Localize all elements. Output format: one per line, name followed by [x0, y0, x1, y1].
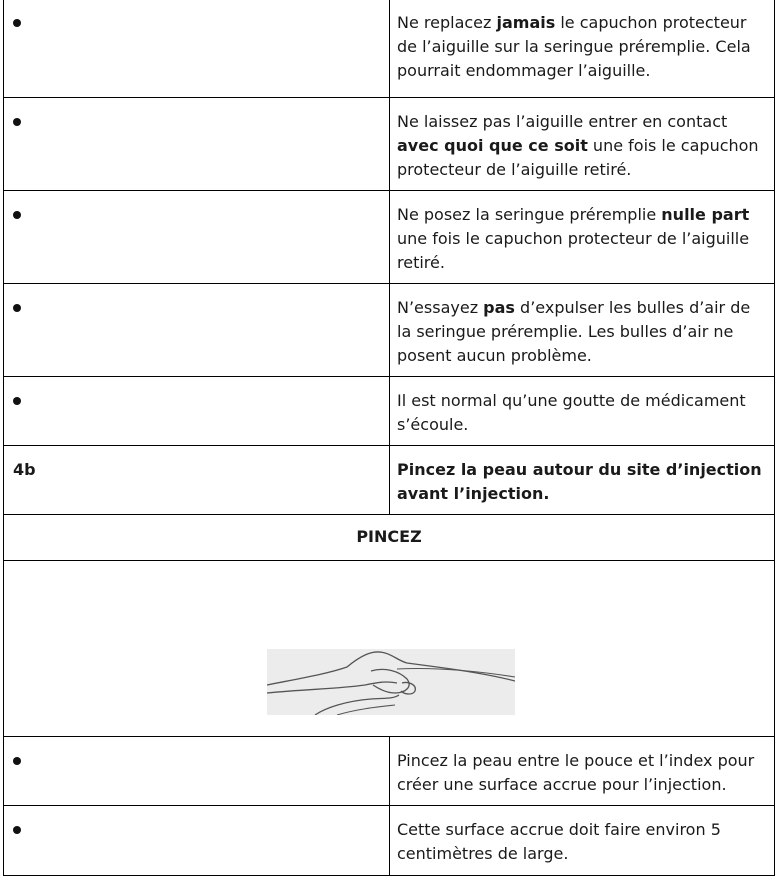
bullet-icon [13, 826, 21, 834]
step-row [3, 446, 775, 515]
row-text: Ne replacez jamais le capuchon protecteur de l’aiguille sur la seringue préremplie. Cela pourrait endommager l’aiguille. [397, 13, 751, 81]
row-text: Cette surface accrue doit faire environ 5 centimètres de large. [397, 820, 721, 864]
table-row [3, 98, 775, 191]
bullet-icon [13, 304, 21, 312]
row-text: Pincez la peau entre le pouce et l’index pour créer une surface accrue pour l’injection. [397, 751, 755, 795]
step-instruction: Pincez la peau autour du site d’injection avant l’injection. [397, 460, 762, 504]
bullet-icon [13, 211, 21, 219]
illustration-row [3, 561, 775, 737]
row-text: Ne laissez pas l’aiguille entrer en contact avec quoi que ce soit une fois le capuchon protecteur de l’aiguille retiré. [397, 112, 759, 180]
table-row [3, 284, 775, 377]
instructions-table [3, 0, 775, 876]
table-row [3, 0, 775, 98]
table-row [3, 191, 775, 284]
section-header: PINCEZ [356, 527, 422, 546]
bullet-icon [13, 118, 21, 126]
row-text: Il est normal qu’une goutte de médicament s’écoule. [397, 391, 746, 435]
bullet-icon [13, 19, 21, 27]
step-number: 4b [13, 460, 36, 479]
row-text: Ne posez la seringue préremplie nulle part une fois le capuchon protecteur de l’aiguille retiré. [397, 205, 750, 273]
bullet-icon [13, 397, 21, 405]
table-row [3, 737, 775, 806]
pinch-skin-illustration [267, 649, 515, 715]
row-text: N’essayez pas d’expulser les bulles d’air de la seringue préremplie. Les bulles d’air ne posent aucun problème. [397, 298, 751, 366]
table-row [3, 377, 775, 446]
section-header-row [3, 515, 775, 561]
bullet-icon [13, 757, 21, 765]
